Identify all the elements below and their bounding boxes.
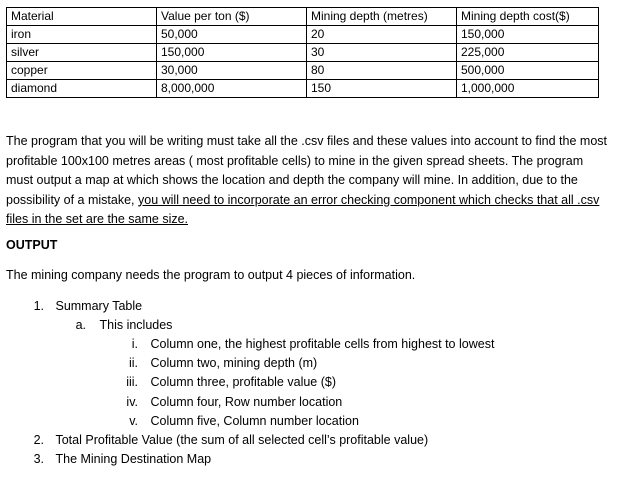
table-cell: 1,000,000 bbox=[457, 80, 599, 98]
list-marker: 3. bbox=[33, 452, 44, 466]
list-item-text: Column five, Column number location bbox=[150, 414, 359, 428]
list-marker: iv. bbox=[126, 395, 138, 409]
list-item-text: This includes bbox=[99, 318, 173, 332]
list-item bbox=[26, 450, 211, 469]
output-intro: The mining company needs the program to output 4 pieces of information. bbox=[6, 268, 416, 282]
table-cell: 30,000 bbox=[157, 62, 307, 80]
list-marker: v. bbox=[129, 414, 138, 428]
table-cell: 50,000 bbox=[157, 26, 307, 44]
table-cell: 80 bbox=[307, 62, 457, 80]
table-row bbox=[7, 80, 599, 98]
table-row bbox=[7, 26, 599, 44]
description-paragraph bbox=[6, 132, 612, 230]
list-item-text: Column four, Row number location bbox=[150, 395, 343, 409]
list-item-text: The Mining Destination Map bbox=[55, 452, 212, 466]
list-marker: 2. bbox=[33, 433, 44, 447]
table-row bbox=[7, 62, 599, 80]
table-cell: silver bbox=[7, 44, 157, 62]
header-mining-depth: Mining depth (metres) bbox=[307, 8, 457, 26]
list-marker: 1. bbox=[33, 299, 44, 313]
output-heading: OUTPUT bbox=[6, 238, 58, 252]
list-item-text: Total Profitable Value (the sum of all selected cell’s profitable value) bbox=[55, 433, 429, 447]
list-item bbox=[26, 297, 142, 316]
table-cell: 500,000 bbox=[457, 62, 599, 80]
list-item bbox=[26, 431, 428, 450]
table-cell: 8,000,000 bbox=[157, 80, 307, 98]
list-item bbox=[110, 412, 359, 431]
header-material: Material bbox=[7, 8, 157, 26]
list-marker: i. bbox=[131, 337, 138, 351]
list-item bbox=[110, 393, 342, 412]
list-item-text: Column three, profitable value ($) bbox=[150, 375, 336, 389]
table-cell: 150,000 bbox=[157, 44, 307, 62]
list-marker: ii. bbox=[128, 356, 138, 370]
list-item-text: Column two, mining depth (m) bbox=[150, 356, 318, 370]
list-marker: a. bbox=[75, 318, 86, 332]
list-item-text: Column one, the highest profitable cells from highest to lowest bbox=[150, 337, 495, 351]
table-cell: 150 bbox=[307, 80, 457, 98]
table-cell: 30 bbox=[307, 44, 457, 62]
table-cell: copper bbox=[7, 62, 157, 80]
table-cell: 225,000 bbox=[457, 44, 599, 62]
list-item bbox=[110, 335, 494, 354]
table-cell: 150,000 bbox=[457, 26, 599, 44]
table-cell: iron bbox=[7, 26, 157, 44]
list-marker: iii. bbox=[126, 375, 138, 389]
materials-table bbox=[6, 7, 599, 98]
header-value-per-ton: Value per ton ($) bbox=[157, 8, 307, 26]
table-cell: diamond bbox=[7, 80, 157, 98]
paragraph-underlined-text: you will need to incorporate an error checking component which checks that all .csv files in the set are the same size. bbox=[6, 192, 600, 226]
table-header-row bbox=[7, 8, 599, 26]
paragraph-text: The program that you will be writing must take all the .csv files and these values into account to find the most profitable 100x100 metres areas ( most profitable cells) to mine in the given spread sheets. The program must output a map at which shows the location and depth the company will mine. In addition, due to the possibility of a mistake, bbox=[6, 134, 607, 207]
list-item bbox=[110, 373, 336, 392]
table-cell: 20 bbox=[307, 26, 457, 44]
list-item bbox=[110, 354, 317, 373]
list-item bbox=[64, 316, 172, 335]
header-mining-depth-cost: Mining depth cost($) bbox=[457, 8, 599, 26]
table-row bbox=[7, 44, 599, 62]
list-item-text: Summary Table bbox=[55, 299, 143, 313]
